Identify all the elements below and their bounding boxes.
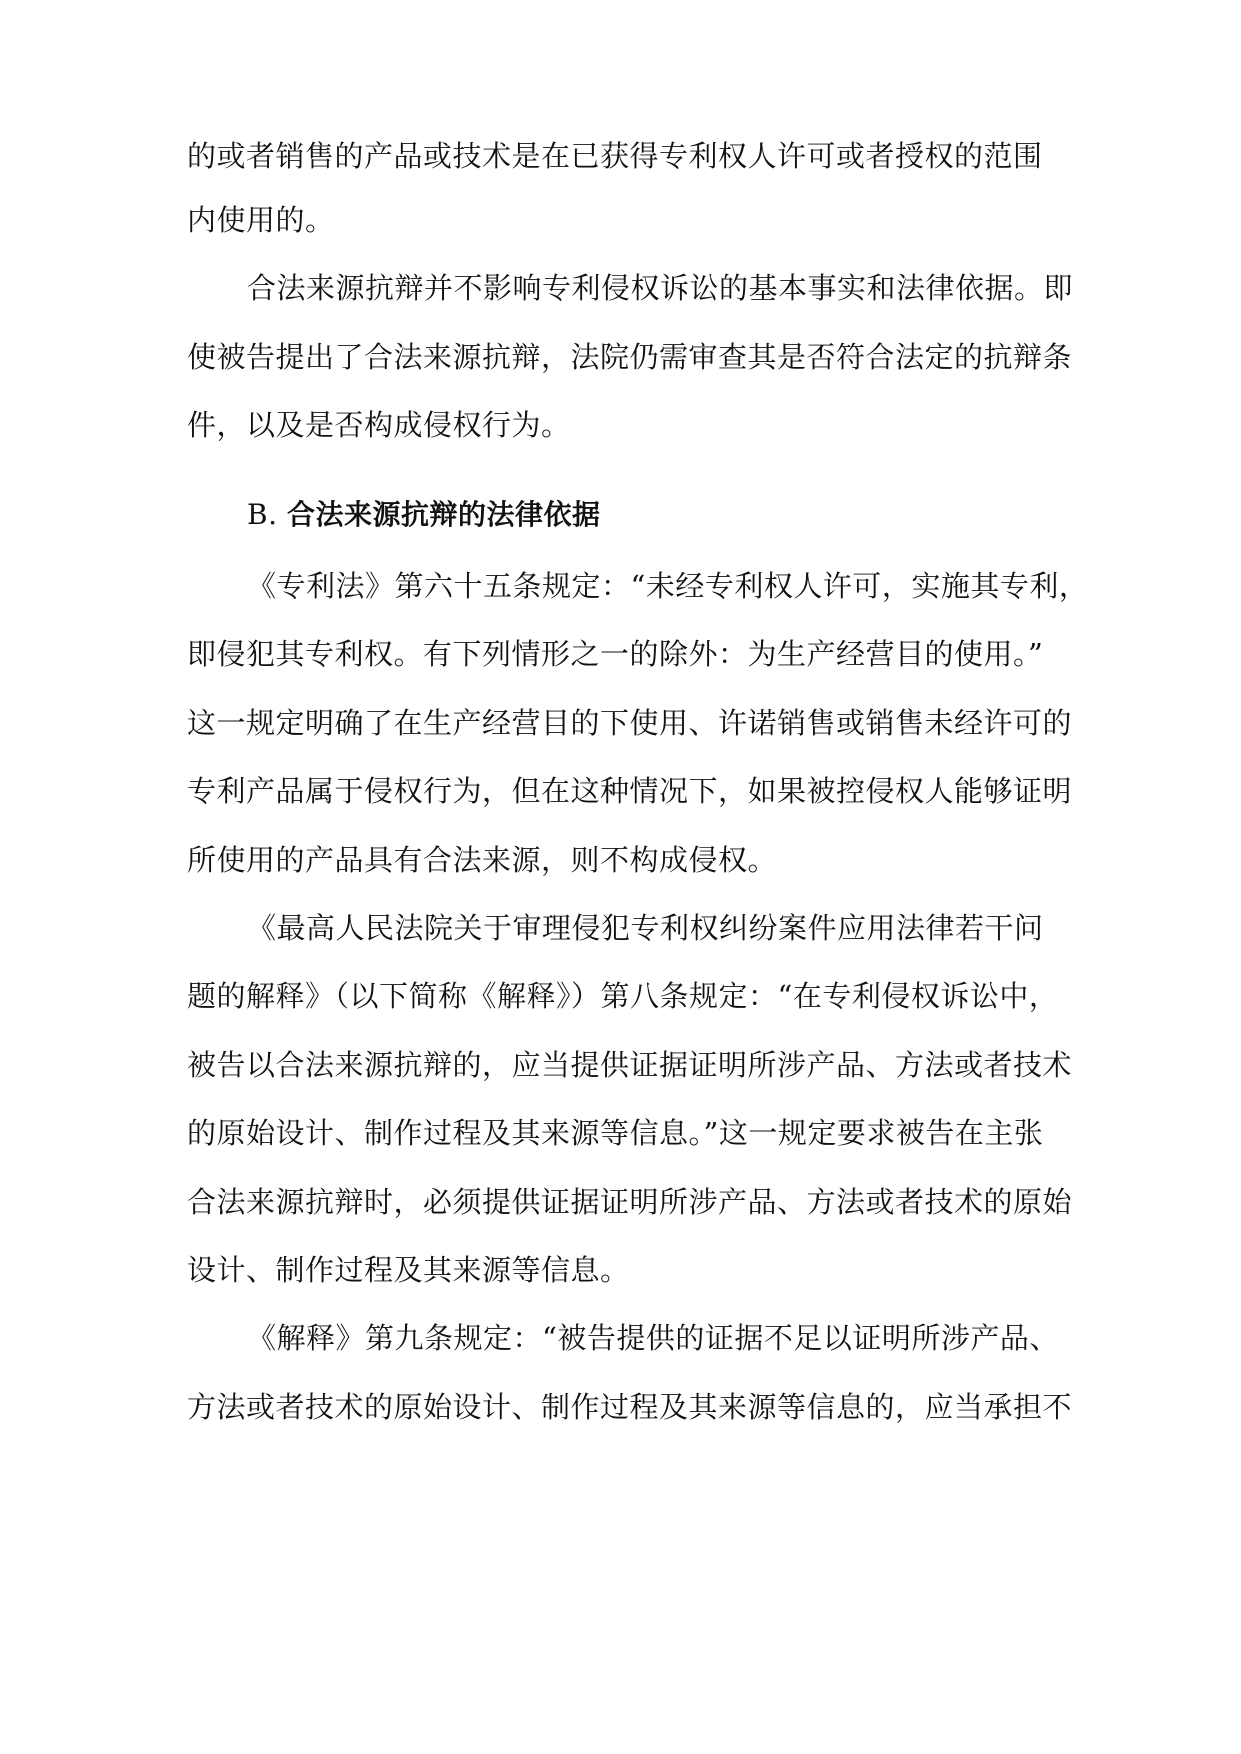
body-text-line: 即侵犯其专利权。有下列情形之一的除外：为生产经营目的使用。” <box>187 637 1044 671</box>
body-text-line: 方法或者技术的原始设计、制作过程及其来源等信息的，应当承担不 <box>187 1390 1073 1424</box>
body-text-line: 《专利法》第六十五条规定：“未经专利权人许可，实施其专利， <box>247 569 1089 603</box>
body-text-line: 设计、制作过程及其来源等信息。 <box>187 1253 630 1287</box>
body-text-line: 《解释》第九条规定：“被告提供的证据不足以证明所涉产品、 <box>247 1321 1059 1355</box>
section-heading <box>247 495 601 535</box>
body-text-line: 被告以合法来源抗辩的，应当提供证据证明所涉产品、方法或者技术 <box>187 1048 1073 1082</box>
body-text-line: 合法来源抗辩并不影响专利侵权诉讼的基本事实和法律依据。即 <box>247 271 1074 305</box>
body-text-line: 合法来源抗辩时，必须提供证据证明所涉产品、方法或者技术的原始 <box>187 1185 1073 1219</box>
body-text-line: 使被告提出了合法来源抗辩，法院仍需审查其是否符合法定的抗辩条 <box>187 340 1073 374</box>
body-text-line: 《最高人民法院关于审理侵犯专利权纠纷案件应用法律若干问 <box>247 911 1044 945</box>
body-text-line: 内使用的。 <box>187 203 335 237</box>
section-heading-number: B. <box>247 498 278 531</box>
body-text-line: 所使用的产品具有合法来源，则不构成侵权。 <box>187 843 778 877</box>
body-text-line: 专利产品属于侵权行为，但在这种情况下，如果被控侵权人能够证明 <box>187 774 1073 808</box>
body-text-line: 题的解释》（以下简称《解释》）第八条规定：“在专利侵权诉讼中， <box>187 979 1059 1013</box>
body-text-line: 这一规定明确了在生产经营目的下使用、许诺销售或销售未经许可的 <box>187 706 1073 740</box>
body-text-line: 件，以及是否构成侵权行为。 <box>187 408 571 442</box>
section-heading-title: 合法来源抗辩的法律依据 <box>287 498 601 531</box>
body-text-line: 的原始设计、制作过程及其来源等信息。”这一规定要求被告在主张 <box>187 1116 1044 1150</box>
body-text-line: 的或者销售的产品或技术是在已获得专利权人许可或者授权的范围 <box>187 139 1043 173</box>
